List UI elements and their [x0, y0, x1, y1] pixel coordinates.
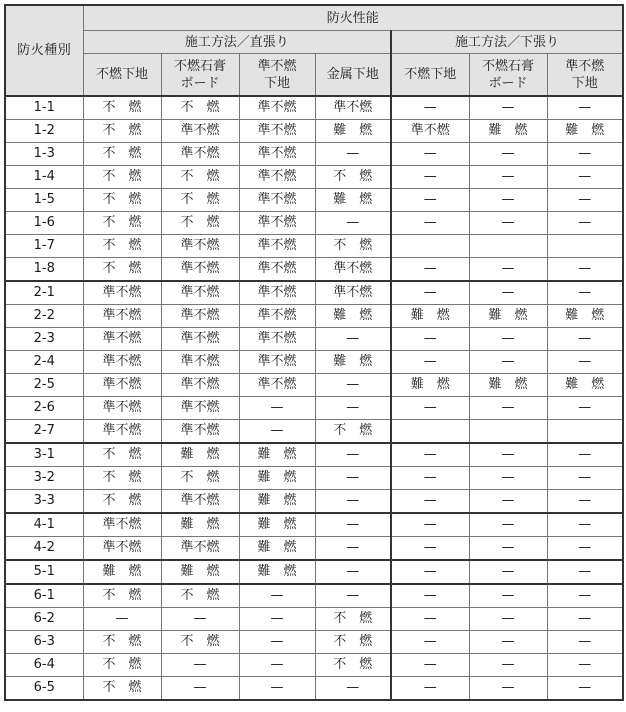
performance-cell: 難 燃 — [239, 467, 315, 490]
under-col-header: 準不燃 下地 — [547, 54, 623, 97]
fire-type-cell: 2-1 — [5, 281, 83, 305]
performance-cell: — — [547, 166, 623, 189]
method-under-header: 施工方法／下張り — [391, 31, 623, 54]
table-header — [5, 5, 623, 96]
performance-cell: — — [315, 677, 391, 701]
performance-cell: — — [547, 189, 623, 212]
table-row — [5, 443, 623, 467]
performance-cell: — — [547, 397, 623, 420]
performance-cell: — — [315, 374, 391, 397]
performance-cell: 不 燃 — [315, 654, 391, 677]
performance-cell: 不 燃 — [161, 631, 239, 654]
performance-cell: — — [315, 490, 391, 514]
performance-cell: — — [391, 189, 469, 212]
performance-cell: 準不燃 — [239, 212, 315, 235]
performance-cell: — — [161, 654, 239, 677]
performance-cell: 準不燃 — [239, 166, 315, 189]
table-row — [5, 166, 623, 189]
performance-cell: 準不燃 — [161, 305, 239, 328]
performance-cell — [391, 420, 469, 444]
fire-type-cell: 2-6 — [5, 397, 83, 420]
performance-cell: — — [391, 677, 469, 701]
performance-cell: 準不燃 — [315, 96, 391, 120]
performance-cell: — — [391, 467, 469, 490]
method-direct-header: 施工方法／直張り — [83, 31, 391, 54]
performance-cell — [547, 235, 623, 258]
performance-cell: — — [547, 258, 623, 282]
fire-type-cell: 1-7 — [5, 235, 83, 258]
performance-cell: 準不燃 — [161, 281, 239, 305]
table-row — [5, 258, 623, 282]
performance-cell: — — [315, 537, 391, 561]
under-col-header: 不燃石膏 ボード — [469, 54, 547, 97]
performance-cell: 準不燃 — [83, 281, 161, 305]
performance-cell: — — [469, 513, 547, 537]
table-body — [5, 96, 623, 700]
direct-col-header: 不燃石膏 ボード — [161, 54, 239, 97]
table-row — [5, 143, 623, 166]
performance-cell: 準不燃 — [83, 351, 161, 374]
performance-cell: — — [469, 96, 547, 120]
performance-cell: — — [239, 654, 315, 677]
performance-cell: — — [547, 328, 623, 351]
performance-cell: 難 燃 — [239, 537, 315, 561]
performance-cell: 不 燃 — [315, 166, 391, 189]
fire-type-cell: 1-3 — [5, 143, 83, 166]
performance-cell: — — [469, 677, 547, 701]
performance-cell: 準不燃 — [239, 374, 315, 397]
table-row — [5, 374, 623, 397]
performance-cell — [391, 235, 469, 258]
performance-cell: — — [315, 397, 391, 420]
performance-cell: 準不燃 — [161, 258, 239, 282]
performance-cell: 難 燃 — [469, 374, 547, 397]
performance-cell: 難 燃 — [239, 490, 315, 514]
performance-cell: 難 燃 — [547, 374, 623, 397]
performance-cell: — — [315, 467, 391, 490]
performance-cell: 準不燃 — [83, 513, 161, 537]
performance-cell: 準不燃 — [161, 374, 239, 397]
performance-cell: — — [469, 654, 547, 677]
performance-cell: — — [315, 143, 391, 166]
fire-type-cell: 3-1 — [5, 443, 83, 467]
performance-cell: — — [239, 420, 315, 444]
performance-cell: 難 燃 — [469, 120, 547, 143]
performance-cell: 準不燃 — [239, 328, 315, 351]
performance-cell: — — [239, 608, 315, 631]
performance-cell: 不 燃 — [83, 677, 161, 701]
performance-cell: — — [547, 654, 623, 677]
performance-cell: 難 燃 — [315, 305, 391, 328]
performance-cell: 準不燃 — [239, 143, 315, 166]
direct-col-header: 準不燃 下地 — [239, 54, 315, 97]
performance-cell: — — [391, 654, 469, 677]
performance-cell: 準不燃 — [239, 281, 315, 305]
fire-type-cell: 5-1 — [5, 560, 83, 584]
performance-cell: 不 燃 — [83, 631, 161, 654]
performance-cell: 不 燃 — [161, 212, 239, 235]
performance-cell: 不 燃 — [83, 654, 161, 677]
table-row — [5, 560, 623, 584]
performance-cell: 不 燃 — [83, 443, 161, 467]
table-row — [5, 351, 623, 374]
performance-cell: — — [391, 143, 469, 166]
performance-cell: — — [391, 351, 469, 374]
performance-cell: — — [391, 281, 469, 305]
performance-cell: — — [547, 490, 623, 514]
performance-cell: — — [469, 397, 547, 420]
fire-type-cell: 2-5 — [5, 374, 83, 397]
performance-cell: — — [315, 584, 391, 608]
performance-cell: 難 燃 — [83, 560, 161, 584]
performance-cell: 不 燃 — [161, 96, 239, 120]
under-col-header: 不燃下地 — [391, 54, 469, 97]
fire-type-cell: 1-5 — [5, 189, 83, 212]
performance-cell: — — [391, 513, 469, 537]
performance-cell: 準不燃 — [239, 305, 315, 328]
direct-col-header: 不燃下地 — [83, 54, 161, 97]
performance-cell: — — [391, 537, 469, 561]
performance-cell: 準不燃 — [83, 420, 161, 444]
performance-cell: — — [239, 677, 315, 701]
performance-cell: 不 燃 — [315, 608, 391, 631]
performance-cell — [469, 235, 547, 258]
performance-cell: 準不燃 — [161, 420, 239, 444]
table-row — [5, 281, 623, 305]
performance-cell: 準不燃 — [239, 120, 315, 143]
performance-cell: — — [547, 467, 623, 490]
performance-cell: 不 燃 — [161, 467, 239, 490]
performance-cell: 準不燃 — [161, 143, 239, 166]
fire-type-cell: 2-7 — [5, 420, 83, 444]
performance-cell: 準不燃 — [83, 305, 161, 328]
performance-cell: 準不燃 — [83, 537, 161, 561]
fire-type-cell: 2-3 — [5, 328, 83, 351]
fire-type-cell: 2-4 — [5, 351, 83, 374]
performance-cell: — — [469, 351, 547, 374]
table-row — [5, 189, 623, 212]
performance-cell: 難 燃 — [391, 305, 469, 328]
performance-cell: 準不燃 — [391, 120, 469, 143]
performance-cell: — — [315, 443, 391, 467]
performance-cell: — — [469, 608, 547, 631]
performance-cell — [547, 420, 623, 444]
performance-cell: 不 燃 — [83, 120, 161, 143]
performance-cell: — — [547, 537, 623, 561]
performance-cell: — — [391, 631, 469, 654]
performance-cell: — — [547, 584, 623, 608]
performance-cell: 不 燃 — [83, 189, 161, 212]
performance-cell: — — [469, 467, 547, 490]
performance-cell: — — [469, 584, 547, 608]
performance-cell: 難 燃 — [161, 560, 239, 584]
performance-cell: 準不燃 — [161, 537, 239, 561]
performance-cell: 難 燃 — [239, 443, 315, 467]
performance-cell: — — [469, 631, 547, 654]
performance-cell: — — [469, 537, 547, 561]
performance-cell: 不 燃 — [315, 420, 391, 444]
performance-cell: 準不燃 — [315, 281, 391, 305]
table-row — [5, 305, 623, 328]
fire-type-cell: 1-2 — [5, 120, 83, 143]
performance-cell: 不 燃 — [161, 189, 239, 212]
table-row — [5, 212, 623, 235]
performance-cell: 準不燃 — [83, 328, 161, 351]
performance-cell: 不 燃 — [83, 467, 161, 490]
performance-cell: 準不燃 — [239, 351, 315, 374]
performance-cell: — — [469, 443, 547, 467]
fire-type-cell: 6-4 — [5, 654, 83, 677]
table-row — [5, 631, 623, 654]
fire-type-cell: 6-3 — [5, 631, 83, 654]
performance-cell: — — [547, 443, 623, 467]
performance-cell: — — [315, 560, 391, 584]
performance-cell: 難 燃 — [315, 189, 391, 212]
performance-cell: 不 燃 — [83, 212, 161, 235]
performance-cell — [469, 420, 547, 444]
performance-cell: — — [547, 96, 623, 120]
performance-cell: 難 燃 — [239, 513, 315, 537]
performance-cell: 準不燃 — [161, 120, 239, 143]
performance-cell: — — [391, 490, 469, 514]
performance-cell: 不 燃 — [83, 96, 161, 120]
performance-cell: 準不燃 — [161, 351, 239, 374]
performance-cell: — — [547, 560, 623, 584]
direct-col-header: 金属下地 — [315, 54, 391, 97]
fire-type-cell: 6-5 — [5, 677, 83, 701]
performance-cell: — — [239, 631, 315, 654]
performance-cell: 不 燃 — [315, 235, 391, 258]
performance-cell: 準不燃 — [161, 490, 239, 514]
fire-type-cell: 4-2 — [5, 537, 83, 561]
performance-cell: 難 燃 — [239, 560, 315, 584]
performance-cell: — — [469, 258, 547, 282]
table-row — [5, 677, 623, 701]
performance-cell: — — [161, 677, 239, 701]
fire-type-cell: 1-6 — [5, 212, 83, 235]
performance-cell: — — [315, 513, 391, 537]
performance-cell: — — [391, 258, 469, 282]
performance-cell: — — [391, 96, 469, 120]
performance-cell: 不 燃 — [83, 584, 161, 608]
performance-cell: — — [239, 584, 315, 608]
fire-type-cell: 6-1 — [5, 584, 83, 608]
fire-performance-table — [4, 4, 624, 701]
performance-cell: 難 燃 — [547, 120, 623, 143]
performance-cell: — — [469, 490, 547, 514]
performance-cell: — — [469, 328, 547, 351]
fire-type-cell: 1-4 — [5, 166, 83, 189]
fire-type-header: 防火種別 — [5, 5, 83, 96]
table-row — [5, 328, 623, 351]
performance-cell: — — [547, 677, 623, 701]
performance-cell: 準不燃 — [161, 397, 239, 420]
performance-cell: — — [315, 328, 391, 351]
performance-cell: — — [391, 166, 469, 189]
performance-cell: — — [239, 397, 315, 420]
fire-type-cell: 4-1 — [5, 513, 83, 537]
performance-cell: 不 燃 — [161, 584, 239, 608]
performance-cell: 準不燃 — [315, 258, 391, 282]
fire-type-cell: 6-2 — [5, 608, 83, 631]
table-row — [5, 397, 623, 420]
performance-cell: — — [391, 584, 469, 608]
fire-type-cell: 3-3 — [5, 490, 83, 514]
performance-cell: — — [547, 212, 623, 235]
performance-cell: — — [391, 328, 469, 351]
performance-cell: 難 燃 — [161, 513, 239, 537]
table-row — [5, 537, 623, 561]
performance-cell: 難 燃 — [391, 374, 469, 397]
performance-cell: 準不燃 — [239, 235, 315, 258]
performance-cell: 準不燃 — [83, 374, 161, 397]
performance-cell: — — [391, 397, 469, 420]
performance-cell: 準不燃 — [239, 258, 315, 282]
performance-cell: 不 燃 — [83, 143, 161, 166]
performance-cell: — — [391, 560, 469, 584]
performance-cell: — — [469, 281, 547, 305]
table-row — [5, 654, 623, 677]
fire-type-cell: 1-1 — [5, 96, 83, 120]
performance-cell: 準不燃 — [83, 397, 161, 420]
table-row — [5, 420, 623, 444]
performance-cell: 準不燃 — [239, 189, 315, 212]
table-row — [5, 490, 623, 514]
performance-cell: 不 燃 — [315, 631, 391, 654]
performance-cell: — — [547, 281, 623, 305]
performance-header: 防火性能 — [83, 5, 623, 31]
fire-type-cell: 3-2 — [5, 467, 83, 490]
table-row — [5, 235, 623, 258]
performance-cell: 難 燃 — [469, 305, 547, 328]
performance-cell: 不 燃 — [83, 166, 161, 189]
performance-cell: 準不燃 — [239, 96, 315, 120]
performance-cell: — — [469, 212, 547, 235]
table-row — [5, 584, 623, 608]
table-row — [5, 608, 623, 631]
fire-type-cell: 2-2 — [5, 305, 83, 328]
performance-cell: 難 燃 — [161, 443, 239, 467]
table-row — [5, 96, 623, 120]
performance-cell: — — [469, 166, 547, 189]
performance-cell: — — [391, 443, 469, 467]
performance-cell: 難 燃 — [547, 305, 623, 328]
performance-cell: 難 燃 — [315, 351, 391, 374]
performance-cell: 不 燃 — [83, 490, 161, 514]
performance-cell: 難 燃 — [315, 120, 391, 143]
performance-cell: — — [547, 608, 623, 631]
performance-cell: — — [469, 189, 547, 212]
performance-cell: — — [547, 513, 623, 537]
table-row — [5, 513, 623, 537]
performance-cell: — — [391, 212, 469, 235]
performance-cell: — — [83, 608, 161, 631]
table-row — [5, 120, 623, 143]
performance-cell: 準不燃 — [161, 235, 239, 258]
performance-cell: 不 燃 — [161, 166, 239, 189]
performance-cell: — — [391, 608, 469, 631]
performance-cell: 不 燃 — [83, 235, 161, 258]
performance-cell: — — [161, 608, 239, 631]
performance-cell: — — [547, 631, 623, 654]
performance-cell: — — [469, 560, 547, 584]
table-row — [5, 467, 623, 490]
performance-cell: 準不燃 — [161, 328, 239, 351]
performance-cell: — — [469, 143, 547, 166]
performance-cell: 不 燃 — [83, 258, 161, 282]
performance-cell: — — [315, 212, 391, 235]
performance-cell: — — [547, 351, 623, 374]
fire-type-cell: 1-8 — [5, 258, 83, 282]
performance-cell: — — [547, 143, 623, 166]
